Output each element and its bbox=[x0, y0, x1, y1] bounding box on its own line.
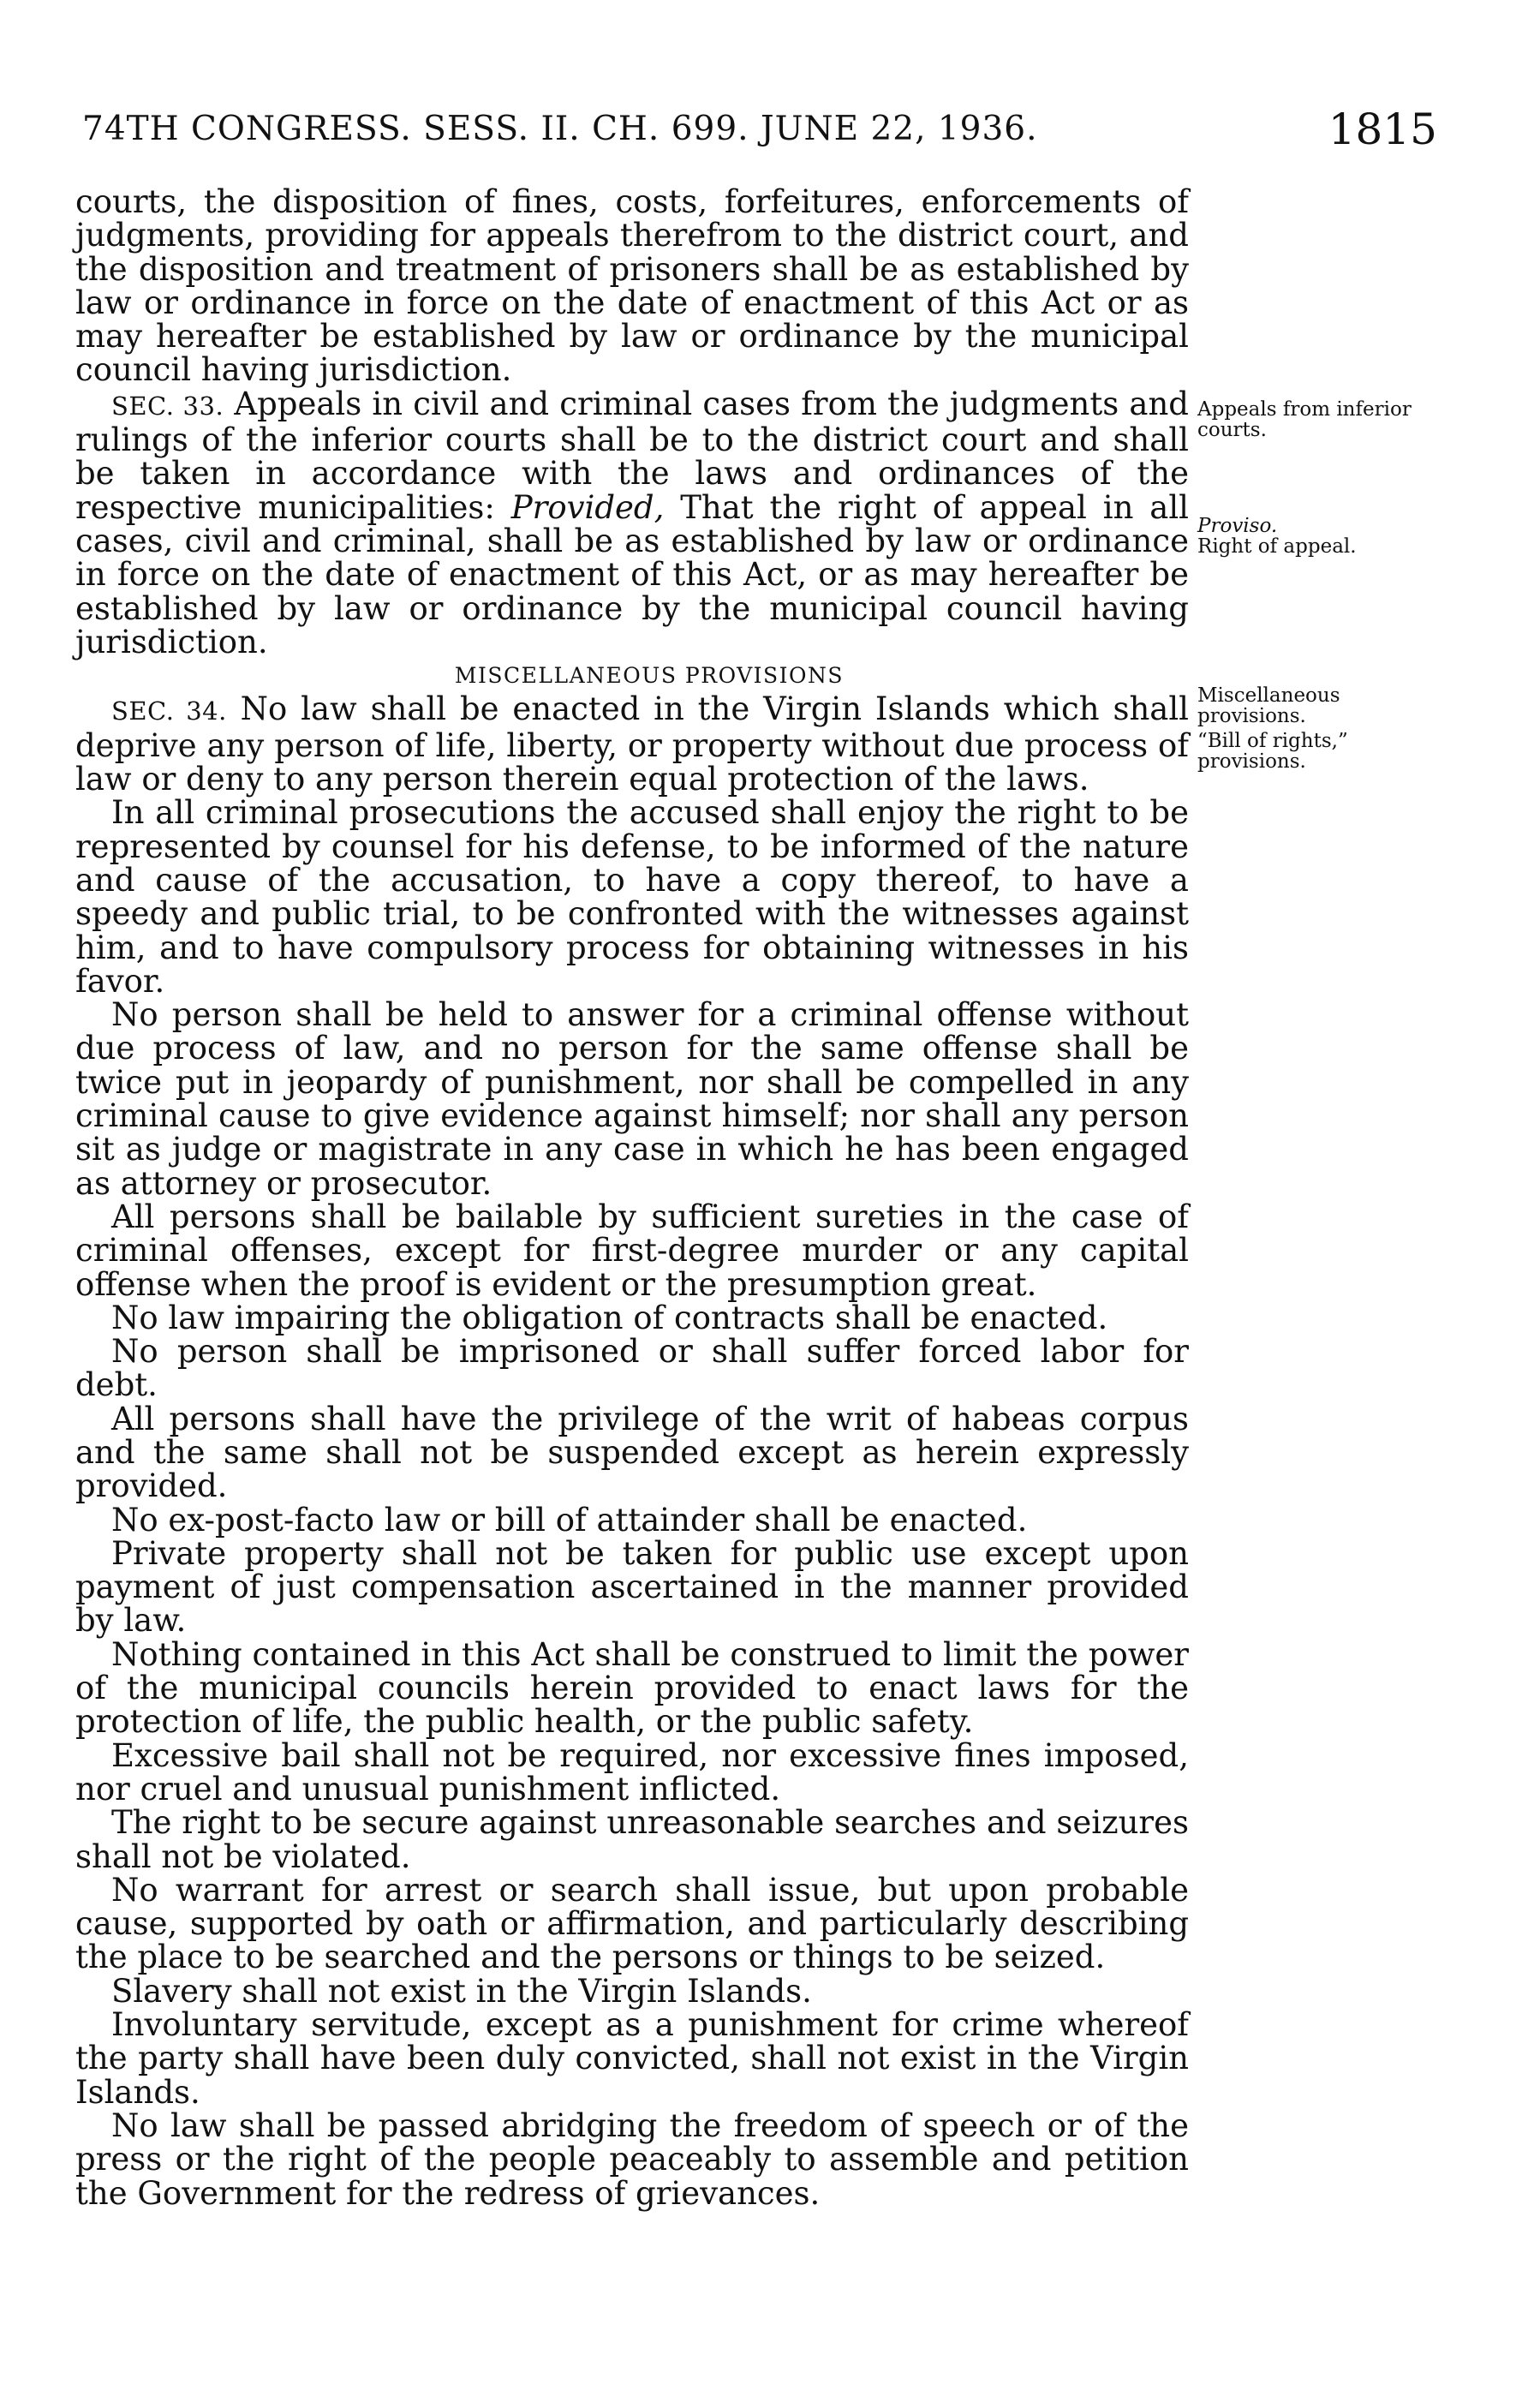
section-33-text-a: Appeals in civil and criminal cases from the judgments and rulings of the inferior courts shall be to the district court and shall be taken in accordance with the laws and ordinances of the respective municipalities: bbox=[75, 385, 1189, 526]
page-header bbox=[82, 105, 1437, 170]
section-34 bbox=[75, 692, 1189, 796]
section-33-label: SEC. 33. bbox=[111, 391, 224, 421]
paragraph-debt: No person shall be imprisoned or shall suffer forced labor for debt. bbox=[75, 1333, 1189, 1404]
paragraph-habeas-corpus: All persons shall have the privilege of the writ of habeas corpus and the same shall not be suspended except as herein expressly provided. bbox=[75, 1400, 1189, 1505]
paragraph-ex-post-facto: No ex-post-facto law or bill of attainder shall be enacted. bbox=[111, 1501, 1028, 1539]
proviso-term: Provided, bbox=[510, 488, 665, 526]
paragraph-involuntary-servitude: Involuntary servitude, except as a punishment for crime whereof the party shall have been duly convicted, shall not exist in the Virgin Islands. bbox=[75, 2006, 1189, 2111]
margin-note-miscellaneous: Miscellaneous provisions. bbox=[1197, 684, 1340, 727]
running-head: 74TH CONGRESS. SESS. II. CH. 699. JUNE 22, 1936. bbox=[82, 110, 1038, 148]
paragraph-municipal-powers: Nothing contained in this Act shall be construed to limit the power of the municipal councils herein provided to enact laws for the protection of life, the public health, or the public safety. bbox=[75, 1635, 1189, 1741]
paragraph-excessive-bail: Excessive bail shall not be required, nor excessive fines imposed, nor cruel and unusual punishment inflicted. bbox=[75, 1736, 1189, 1807]
paragraph-private-property: Private property shall not be taken for public use except upon payment of just compensation ascertained in the manner provided by law. bbox=[75, 1534, 1189, 1640]
paragraph-double-jeopardy: No person shall be held to answer for a criminal offense without due process of law, and no person for the same offense shall be twice put in jeopardy of punishment, nor shall be compelled in any criminal cause to give evidence against himself; nor shall any person sit as judge or magistrate in any case in which he has been engaged as attorney or prosecutor. bbox=[75, 996, 1189, 1202]
paragraph-free-speech: No law shall be passed abridging the freedom of speech or of the press or the right of the people peaceably to assemble and petition the Government for the redress of grievances. bbox=[75, 2106, 1189, 2212]
paragraph-contracts: No law impairing the obligation of contracts shall be enacted. bbox=[111, 1299, 1108, 1336]
paragraph-searches: The right to be secure against unreasonable searches and seizures shall not be violated. bbox=[75, 1804, 1189, 1875]
paragraph-bail: All persons shall be bailable by sufficient sureties in the case of criminal offenses, except for first-degree murder or any capital offense when the proof is evident or the presumption great. bbox=[75, 1198, 1189, 1303]
body-text bbox=[75, 185, 1189, 2210]
paragraph-criminal-prosecutions: In all criminal prosecutions the accused shall enjoy the right to be represented by counsel for his defense, to be informed of the nature and cause of the accusation, to have a copy thereof, to have a speedy and public trial, to be confronted with the witnesses against him, and to have compulsory process for obtaining witnesses in his favor. bbox=[75, 794, 1189, 1000]
section-34-text: No law shall be enacted in the Virgin Islands which shall deprive any person of life, liberty, or property without due process of law or deny to any person therein equal protection of the laws. bbox=[75, 690, 1189, 798]
margin-note-right-of-appeal: Right of appeal. bbox=[1197, 535, 1357, 558]
section-33 bbox=[75, 387, 1189, 659]
paragraph-warrants: No warrant for arrest or search shall issue, but upon probable cause, supported by oath or affirmation, and particularly describing the place to be searched and the persons or things to be seized. bbox=[75, 1871, 1189, 1976]
margin-note-bill-of-rights: “Bill of rights,” provisions. bbox=[1197, 730, 1348, 773]
paragraph-continuation: courts, the disposition of fines, costs, forfeitures, enforcements of judgments, providing for appeals therefrom to the district court, and the disposition and treatment of prisoners shall be as established by law or ordinance in force on the date of enactment of this Act or as may hereafter be established by law or ordinance by the municipal council having jurisdiction. bbox=[75, 183, 1189, 389]
misc-provisions-heading: MISCELLANEOUS PROVISIONS bbox=[454, 663, 845, 689]
paragraph-slavery: Slavery shall not exist in the Virgin Islands. bbox=[111, 1972, 812, 2010]
margin-note-appeals: Appeals from inferior courts. bbox=[1197, 398, 1412, 441]
margin-note-proviso: Proviso. bbox=[1197, 515, 1278, 537]
section-34-label: SEC. 34. bbox=[111, 696, 227, 726]
section-33-text-b: That the right of appeal in all cases, civil and criminal, shall be as established by law or ordinance in force on the date of enactment of this Act, or as may hereafter be established by law or ordinance by the municipal council having jurisdiction. bbox=[75, 488, 1190, 660]
page-number: 1815 bbox=[1328, 105, 1437, 154]
